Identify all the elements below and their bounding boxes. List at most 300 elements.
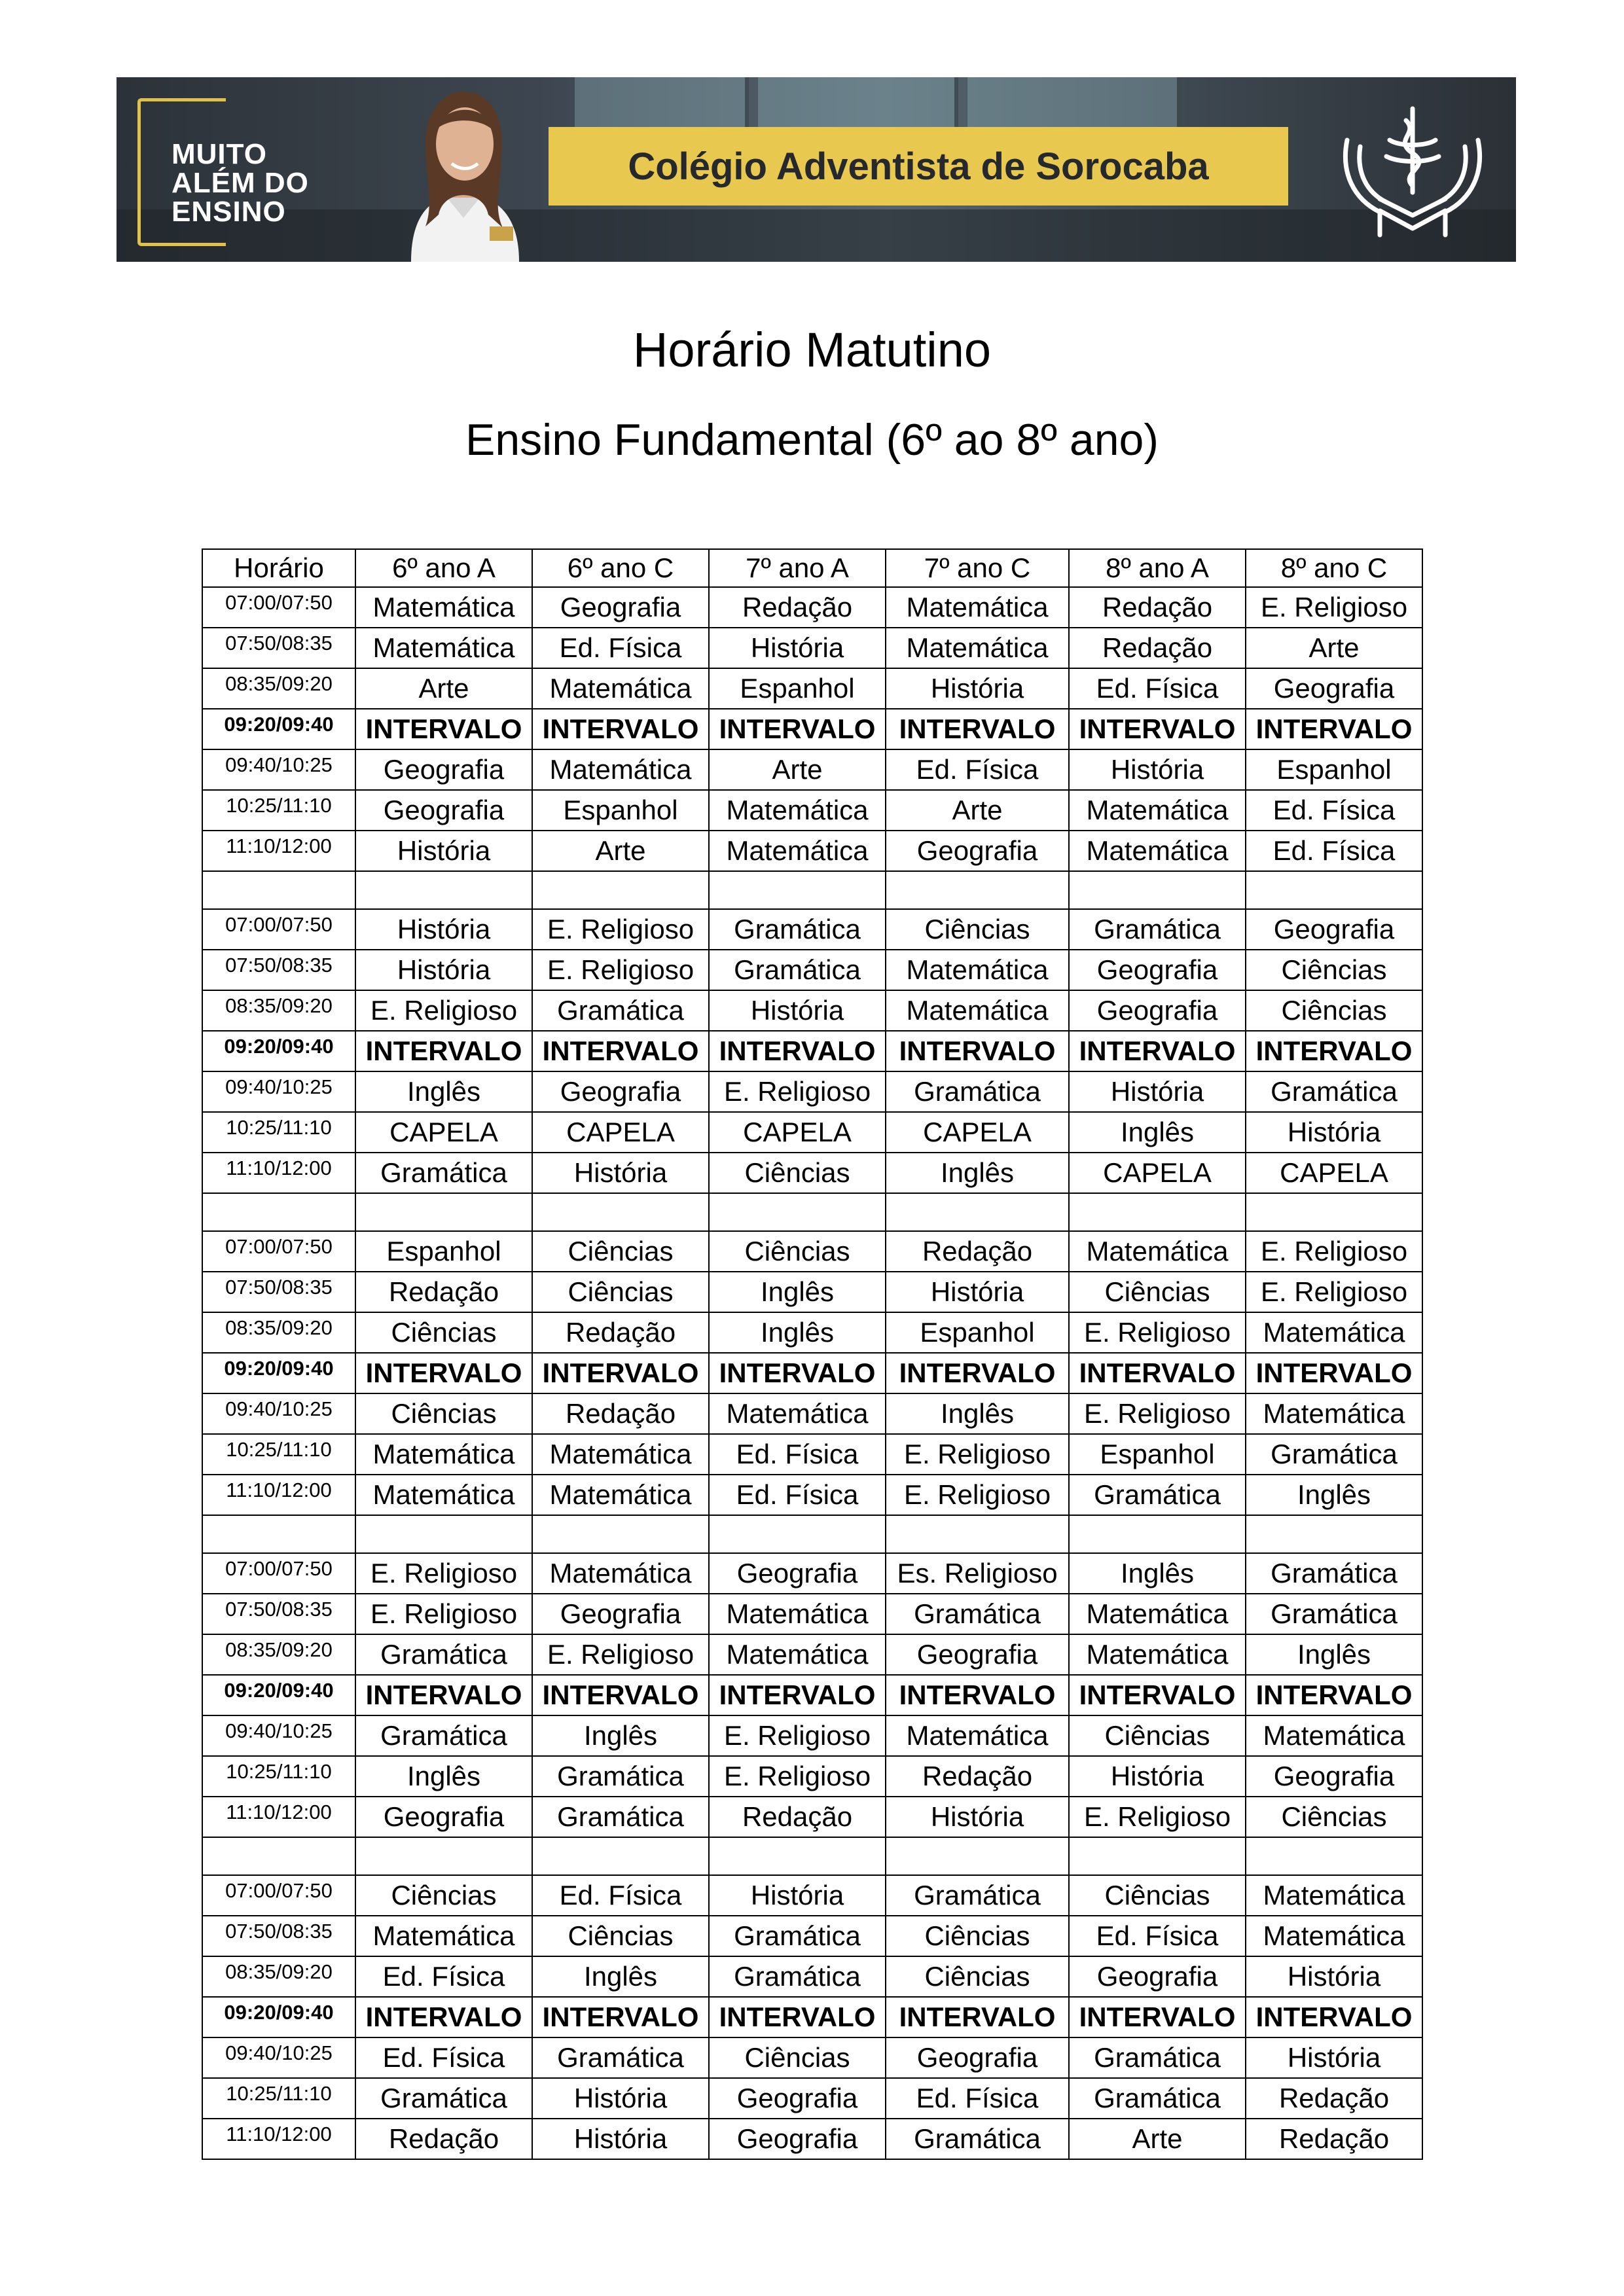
subject-cell: Ciências bbox=[355, 1875, 532, 1916]
subject-cell: INTERVALO bbox=[1246, 709, 1422, 749]
subject-cell: Ed. Física bbox=[709, 1475, 886, 1515]
subject-cell: Arte bbox=[886, 790, 1069, 831]
empty-cell bbox=[886, 871, 1069, 909]
time-slot-cell: 09:20/09:40 bbox=[202, 1997, 355, 2037]
subject-cell: Geografia bbox=[1246, 668, 1422, 709]
subject-cell: E. Religioso bbox=[1246, 1272, 1422, 1312]
subject-cell: Matemática bbox=[1246, 1715, 1422, 1756]
time-slot-cell: 07:50/08:35 bbox=[202, 1272, 355, 1312]
subject-cell: CAPELA bbox=[886, 1112, 1069, 1153]
subject-cell: E. Religioso bbox=[1246, 587, 1422, 628]
subject-cell: Geografia bbox=[532, 1071, 709, 1112]
subject-cell: Matemática bbox=[355, 1475, 532, 1515]
subject-cell: INTERVALO bbox=[1246, 1997, 1422, 2037]
subject-cell: Gramática bbox=[709, 1956, 886, 1997]
time-slot-cell: 07:50/08:35 bbox=[202, 1594, 355, 1634]
subject-cell: INTERVALO bbox=[532, 709, 709, 749]
empty-cell bbox=[355, 1515, 532, 1553]
subject-cell: História bbox=[355, 831, 532, 871]
subject-cell: INTERVALO bbox=[355, 1031, 532, 1071]
subject-cell: Espanhol bbox=[886, 1312, 1069, 1353]
subject-cell: Ciências bbox=[532, 1231, 709, 1272]
subject-cell: E. Religioso bbox=[709, 1756, 886, 1797]
subject-cell: Geografia bbox=[1069, 990, 1246, 1031]
empty-cell bbox=[886, 1837, 1069, 1875]
subject-cell: Geografia bbox=[709, 1553, 886, 1594]
subject-cell: Inglês bbox=[355, 1756, 532, 1797]
subject-cell: Ciências bbox=[1246, 950, 1422, 990]
subject-cell: Gramática bbox=[1246, 1553, 1422, 1594]
subject-cell: Gramática bbox=[532, 990, 709, 1031]
subject-cell: Espanhol bbox=[532, 790, 709, 831]
time-slot-cell: 09:20/09:40 bbox=[202, 1353, 355, 1393]
subject-cell: Matemática bbox=[1246, 1875, 1422, 1916]
subject-cell: Inglês bbox=[886, 1153, 1069, 1193]
table-row bbox=[202, 1153, 1422, 1193]
subject-cell: E. Religioso bbox=[355, 1553, 532, 1594]
subject-cell: E. Religioso bbox=[886, 1434, 1069, 1475]
subject-cell: História bbox=[1246, 1112, 1422, 1153]
subject-cell: Gramática bbox=[532, 1797, 709, 1837]
subject-cell: Geografia bbox=[1069, 1956, 1246, 1997]
subject-cell: Inglês bbox=[1069, 1553, 1246, 1594]
subject-cell: Gramática bbox=[709, 950, 886, 990]
subject-cell: Gramática bbox=[886, 2119, 1069, 2159]
subject-cell: INTERVALO bbox=[709, 1675, 886, 1715]
subject-cell: Arte bbox=[355, 668, 532, 709]
table-row bbox=[202, 668, 1422, 709]
table-row bbox=[202, 1031, 1422, 1071]
subject-cell: Geografia bbox=[886, 2037, 1069, 2078]
subject-cell: E. Religioso bbox=[709, 1071, 886, 1112]
subject-cell: História bbox=[886, 1797, 1069, 1837]
day-separator-row bbox=[202, 1193, 1422, 1231]
subject-cell: Espanhol bbox=[709, 668, 886, 709]
subject-cell: Redação bbox=[532, 1312, 709, 1353]
subject-cell: História bbox=[709, 990, 886, 1031]
time-slot-cell: 08:35/09:20 bbox=[202, 1956, 355, 1997]
subject-cell: Gramática bbox=[886, 1071, 1069, 1112]
subject-cell: História bbox=[886, 668, 1069, 709]
subject-cell: Matemática bbox=[1069, 1634, 1246, 1675]
subject-cell: INTERVALO bbox=[886, 709, 1069, 749]
subject-cell: E. Religioso bbox=[355, 990, 532, 1031]
subject-cell: História bbox=[1246, 2037, 1422, 2078]
subject-cell: Inglês bbox=[355, 1071, 532, 1112]
time-slot-cell: 11:10/12:00 bbox=[202, 1475, 355, 1515]
subject-cell: Matemática bbox=[1069, 831, 1246, 871]
subject-cell: INTERVALO bbox=[886, 1353, 1069, 1393]
subject-cell: INTERVALO bbox=[532, 1997, 709, 2037]
empty-cell bbox=[532, 871, 709, 909]
subject-cell: Matemática bbox=[1246, 1916, 1422, 1956]
empty-cell bbox=[886, 1193, 1069, 1231]
subject-cell: Inglês bbox=[886, 1393, 1069, 1434]
time-slot-cell: 09:20/09:40 bbox=[202, 709, 355, 749]
subject-cell: INTERVALO bbox=[886, 1031, 1069, 1071]
table-row bbox=[202, 1112, 1422, 1153]
subject-cell: INTERVALO bbox=[1069, 1353, 1246, 1393]
subject-cell: Ed. Física bbox=[1069, 1916, 1246, 1956]
table-row bbox=[202, 1272, 1422, 1312]
subject-cell: CAPELA bbox=[532, 1112, 709, 1153]
column-header: 6º ano C bbox=[532, 549, 709, 587]
table-row bbox=[202, 1956, 1422, 1997]
subject-cell: INTERVALO bbox=[532, 1031, 709, 1071]
time-slot-cell: 11:10/12:00 bbox=[202, 1797, 355, 1837]
subject-cell: CAPELA bbox=[1069, 1153, 1246, 1193]
empty-cell bbox=[709, 1515, 886, 1553]
subject-cell: INTERVALO bbox=[709, 1353, 886, 1393]
empty-cell bbox=[1246, 1837, 1422, 1875]
empty-cell bbox=[1069, 1837, 1246, 1875]
subject-cell: Gramática bbox=[1069, 2037, 1246, 2078]
subject-cell: Inglês bbox=[1246, 1634, 1422, 1675]
subject-cell: INTERVALO bbox=[1069, 1675, 1246, 1715]
table-row bbox=[202, 2037, 1422, 2078]
empty-cell bbox=[1246, 1193, 1422, 1231]
table-row bbox=[202, 1434, 1422, 1475]
subject-cell: História bbox=[709, 1875, 886, 1916]
table-row bbox=[202, 831, 1422, 871]
subject-cell: Matemática bbox=[1246, 1393, 1422, 1434]
empty-cell bbox=[709, 1193, 886, 1231]
table-row bbox=[202, 1756, 1422, 1797]
subject-cell: Ciências bbox=[886, 1916, 1069, 1956]
subject-cell: INTERVALO bbox=[709, 1031, 886, 1071]
subject-cell: INTERVALO bbox=[1069, 1997, 1246, 2037]
subject-cell: Ed. Física bbox=[886, 749, 1069, 790]
table-row bbox=[202, 1071, 1422, 1112]
subject-cell: Espanhol bbox=[1246, 749, 1422, 790]
table-row bbox=[202, 1675, 1422, 1715]
table-row bbox=[202, 1875, 1422, 1916]
subject-cell: Geografia bbox=[1069, 950, 1246, 990]
time-slot-cell: 09:40/10:25 bbox=[202, 1715, 355, 1756]
empty-cell bbox=[709, 1837, 886, 1875]
table-row bbox=[202, 1393, 1422, 1434]
time-slot-cell: 11:10/12:00 bbox=[202, 2119, 355, 2159]
subject-cell: CAPELA bbox=[355, 1112, 532, 1153]
time-slot-cell: 09:20/09:40 bbox=[202, 1675, 355, 1715]
subject-cell: Gramática bbox=[886, 1875, 1069, 1916]
subject-cell: Matemática bbox=[1246, 1312, 1422, 1353]
subject-cell: Matemática bbox=[532, 1475, 709, 1515]
subject-cell: Geografia bbox=[886, 831, 1069, 871]
time-slot-cell: 08:35/09:20 bbox=[202, 1312, 355, 1353]
subject-cell: Geografia bbox=[709, 2078, 886, 2119]
table-header-row bbox=[202, 549, 1422, 587]
table-row bbox=[202, 587, 1422, 628]
subject-cell: Gramática bbox=[355, 1715, 532, 1756]
table-row bbox=[202, 1916, 1422, 1956]
subject-cell: Matemática bbox=[709, 1393, 886, 1434]
table-row bbox=[202, 709, 1422, 749]
empty-cell bbox=[709, 871, 886, 909]
subject-cell: Ciências bbox=[709, 1231, 886, 1272]
table-row bbox=[202, 1997, 1422, 2037]
subject-cell: História bbox=[886, 1272, 1069, 1312]
subject-cell: Geografia bbox=[1246, 1756, 1422, 1797]
table-row bbox=[202, 2078, 1422, 2119]
subject-cell: Gramática bbox=[355, 1153, 532, 1193]
subject-cell: Redação bbox=[355, 1272, 532, 1312]
subject-cell: História bbox=[532, 2119, 709, 2159]
subject-cell: História bbox=[532, 1153, 709, 1193]
subject-cell: Ciências bbox=[886, 909, 1069, 950]
subject-cell: E. Religioso bbox=[1246, 1231, 1422, 1272]
subject-cell: Matemática bbox=[532, 1434, 709, 1475]
subject-cell: Arte bbox=[532, 831, 709, 871]
subject-cell: História bbox=[709, 628, 886, 668]
time-slot-cell: 07:00/07:50 bbox=[202, 909, 355, 950]
subject-cell: Inglês bbox=[1069, 1112, 1246, 1153]
subject-cell: Gramática bbox=[1246, 1594, 1422, 1634]
subject-cell: História bbox=[1069, 749, 1246, 790]
subject-cell: E. Religioso bbox=[886, 1475, 1069, 1515]
school-name: Colégio Adventista de Sorocaba bbox=[628, 145, 1209, 188]
day-separator-row bbox=[202, 1515, 1422, 1553]
school-name-plate bbox=[549, 127, 1288, 206]
empty-cell bbox=[532, 1837, 709, 1875]
time-slot-cell: 10:25/11:10 bbox=[202, 790, 355, 831]
subject-cell: Geografia bbox=[355, 749, 532, 790]
table-row bbox=[202, 909, 1422, 950]
subject-cell: INTERVALO bbox=[355, 1997, 532, 2037]
subject-cell: Redação bbox=[532, 1393, 709, 1434]
subject-cell: Redação bbox=[709, 587, 886, 628]
subject-cell: Geografia bbox=[886, 1634, 1069, 1675]
time-slot-cell: 07:00/07:50 bbox=[202, 1231, 355, 1272]
column-header: 7º ano C bbox=[886, 549, 1069, 587]
table-row bbox=[202, 628, 1422, 668]
subject-cell: INTERVALO bbox=[355, 1353, 532, 1393]
empty-cell bbox=[1246, 1515, 1422, 1553]
subject-cell: Ed. Física bbox=[1246, 831, 1422, 871]
subject-cell: Gramática bbox=[1246, 1434, 1422, 1475]
subject-cell: Inglês bbox=[532, 1715, 709, 1756]
time-slot-cell: 07:00/07:50 bbox=[202, 587, 355, 628]
subject-cell: Matemática bbox=[532, 749, 709, 790]
subject-cell: Ciências bbox=[1246, 1797, 1422, 1837]
day-separator-row bbox=[202, 1837, 1422, 1875]
subject-cell: Ed. Física bbox=[355, 2037, 532, 2078]
table-row bbox=[202, 990, 1422, 1031]
subject-cell: Matemática bbox=[532, 668, 709, 709]
subject-cell: Matemática bbox=[709, 790, 886, 831]
subject-cell: INTERVALO bbox=[709, 709, 886, 749]
subject-cell: Matemática bbox=[355, 628, 532, 668]
subject-cell: Geografia bbox=[355, 1797, 532, 1837]
table-row bbox=[202, 2119, 1422, 2159]
subject-cell: INTERVALO bbox=[1069, 709, 1246, 749]
table-row bbox=[202, 790, 1422, 831]
subject-cell: Arte bbox=[1246, 628, 1422, 668]
subject-cell: Redação bbox=[355, 2119, 532, 2159]
subject-cell: História bbox=[1246, 1956, 1422, 1997]
subject-cell: Gramática bbox=[1069, 1475, 1246, 1515]
subject-cell: História bbox=[355, 909, 532, 950]
table-row bbox=[202, 1797, 1422, 1837]
slogan-line: ENSINO bbox=[171, 196, 286, 228]
subject-cell: Matemática bbox=[355, 587, 532, 628]
subject-cell: Redação bbox=[1246, 2119, 1422, 2159]
subject-cell: História bbox=[1069, 1071, 1246, 1112]
subject-cell: Gramática bbox=[355, 1634, 532, 1675]
empty-cell bbox=[355, 1837, 532, 1875]
schedule-table bbox=[202, 548, 1423, 2160]
table-row bbox=[202, 950, 1422, 990]
subject-cell: Geografia bbox=[532, 587, 709, 628]
empty-cell bbox=[355, 871, 532, 909]
table-row bbox=[202, 1553, 1422, 1594]
empty-cell bbox=[1246, 871, 1422, 909]
subject-cell: Inglês bbox=[709, 1272, 886, 1312]
slogan bbox=[171, 140, 309, 226]
subject-cell: Matemática bbox=[886, 628, 1069, 668]
subject-cell: Ed. Física bbox=[1246, 790, 1422, 831]
empty-cell bbox=[886, 1515, 1069, 1553]
subject-cell: Redação bbox=[886, 1231, 1069, 1272]
empty-cell bbox=[202, 871, 355, 909]
time-slot-cell: 11:10/12:00 bbox=[202, 831, 355, 871]
subject-cell: E. Religioso bbox=[532, 1634, 709, 1675]
subject-cell: Matemática bbox=[709, 1634, 886, 1675]
subject-cell: Ciências bbox=[1069, 1272, 1246, 1312]
subject-cell: Espanhol bbox=[1069, 1434, 1246, 1475]
subject-cell: INTERVALO bbox=[355, 709, 532, 749]
subject-cell: INTERVALO bbox=[886, 1997, 1069, 2037]
time-slot-cell: 08:35/09:20 bbox=[202, 990, 355, 1031]
table-row bbox=[202, 1594, 1422, 1634]
empty-cell bbox=[202, 1515, 355, 1553]
subject-cell: Ciências bbox=[709, 1153, 886, 1193]
time-slot-cell: 08:35/09:20 bbox=[202, 668, 355, 709]
table-row bbox=[202, 1231, 1422, 1272]
subject-cell: Arte bbox=[709, 749, 886, 790]
subject-cell: Matemática bbox=[886, 990, 1069, 1031]
subject-cell: INTERVALO bbox=[1069, 1031, 1246, 1071]
subject-cell: E. Religioso bbox=[532, 950, 709, 990]
empty-cell bbox=[532, 1515, 709, 1553]
subject-cell: INTERVALO bbox=[886, 1675, 1069, 1715]
subject-cell: Matemática bbox=[1069, 1231, 1246, 1272]
subject-cell: Matemática bbox=[709, 831, 886, 871]
subject-cell: Redação bbox=[709, 1797, 886, 1837]
time-slot-cell: 09:40/10:25 bbox=[202, 749, 355, 790]
time-slot-cell: 07:50/08:35 bbox=[202, 628, 355, 668]
subject-cell: História bbox=[532, 2078, 709, 2119]
subject-cell: Ed. Física bbox=[532, 628, 709, 668]
day-separator-row bbox=[202, 871, 1422, 909]
time-slot-cell: 10:25/11:10 bbox=[202, 1756, 355, 1797]
empty-cell bbox=[1069, 871, 1246, 909]
subject-cell: E. Religioso bbox=[1069, 1312, 1246, 1353]
subject-cell: Redação bbox=[1069, 628, 1246, 668]
subject-cell: Geografia bbox=[532, 1594, 709, 1634]
subject-cell: Matemática bbox=[1069, 1594, 1246, 1634]
subject-cell: Matemática bbox=[355, 1434, 532, 1475]
subject-cell: Redação bbox=[886, 1756, 1069, 1797]
student-photo bbox=[365, 77, 562, 262]
subject-cell: Inglês bbox=[532, 1956, 709, 1997]
subject-cell: História bbox=[355, 950, 532, 990]
time-slot-cell: 09:40/10:25 bbox=[202, 1393, 355, 1434]
subject-cell: Espanhol bbox=[355, 1231, 532, 1272]
subject-cell: E. Religioso bbox=[709, 1715, 886, 1756]
subject-cell: Matemática bbox=[532, 1553, 709, 1594]
empty-cell bbox=[532, 1193, 709, 1231]
subject-cell: Gramática bbox=[709, 909, 886, 950]
empty-cell bbox=[202, 1837, 355, 1875]
subject-cell: Geografia bbox=[1246, 909, 1422, 950]
table-row bbox=[202, 1715, 1422, 1756]
column-header: Horário bbox=[202, 549, 355, 587]
subject-cell: CAPELA bbox=[1246, 1153, 1422, 1193]
time-slot-cell: 10:25/11:10 bbox=[202, 1434, 355, 1475]
subject-cell: Gramática bbox=[532, 2037, 709, 2078]
page-subtitle: Ensino Fundamental (6º ao 8º ano) bbox=[465, 415, 1159, 465]
column-header: 7º ano A bbox=[709, 549, 886, 587]
subject-cell: Ed. Física bbox=[709, 1434, 886, 1475]
table-row bbox=[202, 1312, 1422, 1353]
subject-cell: Es. Religioso bbox=[886, 1553, 1069, 1594]
subject-cell: INTERVALO bbox=[1246, 1353, 1422, 1393]
subject-cell: INTERVALO bbox=[1246, 1675, 1422, 1715]
table-row bbox=[202, 1353, 1422, 1393]
subject-cell: Ed. Física bbox=[532, 1875, 709, 1916]
subject-cell: INTERVALO bbox=[709, 1997, 886, 2037]
schedule-body bbox=[202, 587, 1422, 2159]
time-slot-cell: 11:10/12:00 bbox=[202, 1153, 355, 1193]
subject-cell: Redação bbox=[1069, 587, 1246, 628]
time-slot-cell: 10:25/11:10 bbox=[202, 2078, 355, 2119]
subject-cell: Geografia bbox=[709, 2119, 886, 2159]
subject-cell: Ed. Física bbox=[1069, 668, 1246, 709]
adventist-logo-icon bbox=[1334, 101, 1491, 238]
subject-cell: Ed. Física bbox=[886, 2078, 1069, 2119]
time-slot-cell: 07:00/07:50 bbox=[202, 1553, 355, 1594]
subject-cell: E. Religioso bbox=[532, 909, 709, 950]
empty-cell bbox=[1069, 1193, 1246, 1231]
table-row bbox=[202, 749, 1422, 790]
subject-cell: INTERVALO bbox=[532, 1353, 709, 1393]
page-title: Horário Matutino bbox=[632, 323, 991, 377]
table-row bbox=[202, 1634, 1422, 1675]
time-slot-cell: 07:50/08:35 bbox=[202, 1916, 355, 1956]
subject-cell: Gramática bbox=[1069, 909, 1246, 950]
subject-cell: Inglês bbox=[1246, 1475, 1422, 1515]
header-banner bbox=[117, 77, 1516, 262]
subject-cell: Matemática bbox=[886, 950, 1069, 990]
subject-cell: Redação bbox=[1246, 2078, 1422, 2119]
subject-cell: Ciências bbox=[355, 1393, 532, 1434]
time-slot-cell: 09:40/10:25 bbox=[202, 2037, 355, 2078]
empty-cell bbox=[355, 1193, 532, 1231]
time-slot-cell: 07:00/07:50 bbox=[202, 1875, 355, 1916]
subject-cell: INTERVALO bbox=[532, 1675, 709, 1715]
subject-cell: Matemática bbox=[886, 587, 1069, 628]
subject-cell: Ciências bbox=[532, 1272, 709, 1312]
time-slot-cell: 10:25/11:10 bbox=[202, 1112, 355, 1153]
subject-cell: Inglês bbox=[709, 1312, 886, 1353]
subject-cell: Geografia bbox=[355, 790, 532, 831]
subject-cell: Ed. Física bbox=[355, 1956, 532, 1997]
subject-cell: E. Religioso bbox=[1069, 1797, 1246, 1837]
subject-cell: Ciências bbox=[1246, 990, 1422, 1031]
subject-cell: Gramática bbox=[886, 1594, 1069, 1634]
subject-cell: Matemática bbox=[709, 1594, 886, 1634]
